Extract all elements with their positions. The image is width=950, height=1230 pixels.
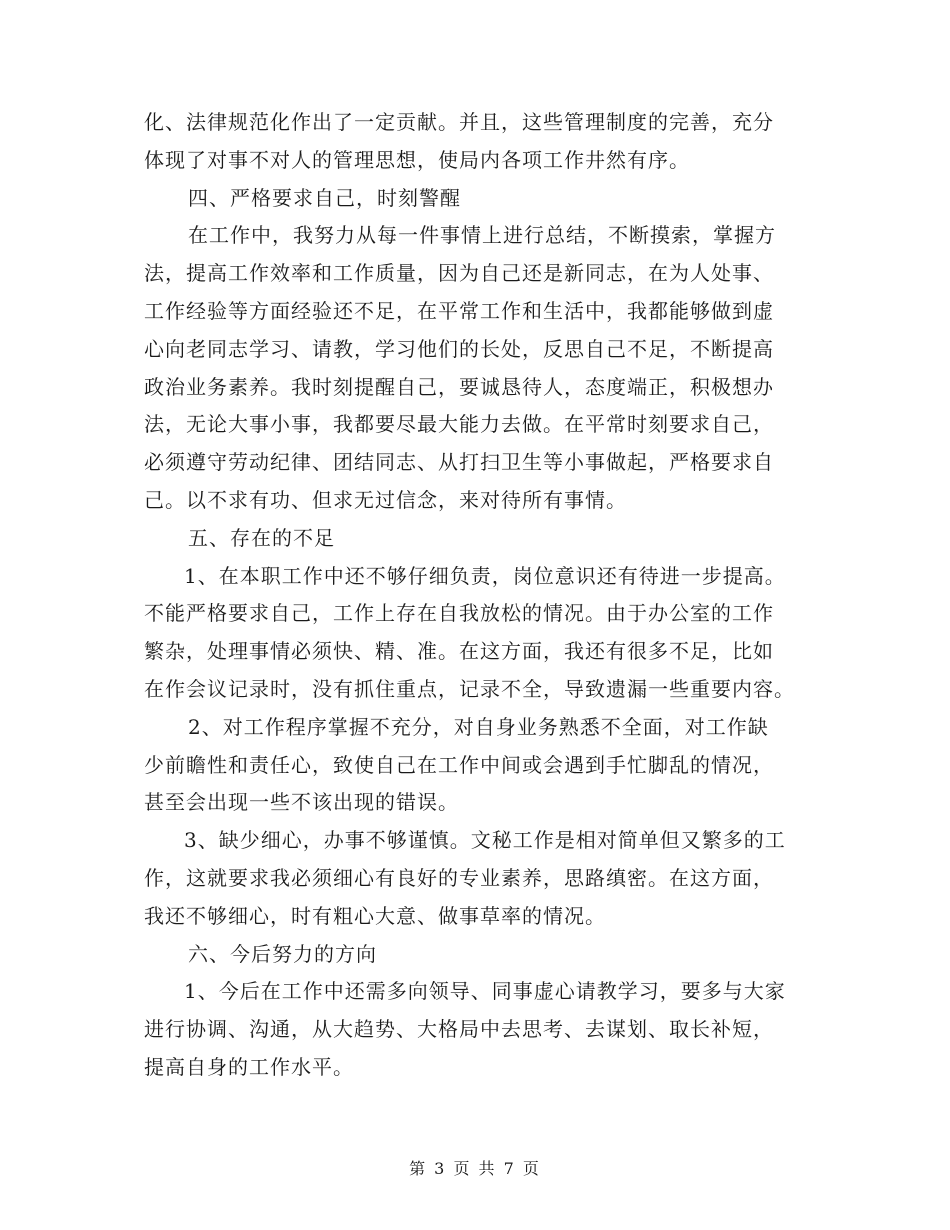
paragraph-line: 在工作中，我努力从每一件事情上进行总结，不断摸索，掌握方 xyxy=(188,223,776,248)
paragraph-line: 法，提高工作效率和工作质量，因为自己还是新同志，在为人处事、 xyxy=(144,261,774,286)
paragraph-line: 化、法律规范化作出了一定贡献。并且，这些管理制度的完善，充分 xyxy=(144,110,774,134)
paragraph-line: 不能严格要求自己，工作上存在自我放松的情况。由于办公室的工作 xyxy=(144,601,774,626)
document-body xyxy=(144,104,806,1087)
section-heading: 六、今后努力的方向 xyxy=(188,941,377,966)
paragraph-line: 在作会议记录时，没有抓住重点，记录不全，导致遗漏一些重要内容。 xyxy=(144,676,795,701)
paragraph-line: 3、缺少细心，办事不够谨慎。文秘工作是相对简单但又繁多的工 xyxy=(184,828,786,853)
page-number-footer: 第 3 页 共 7 页 xyxy=(409,1159,541,1178)
paragraph-line: 甚至会出现一些不该出现的错误。 xyxy=(144,790,459,815)
paragraph-line: 进行协调、沟通，从大趋势、大格局中去思考、去谋划、取长补短， xyxy=(144,1017,774,1042)
paragraph-line: 少前瞻性和责任心，致使自己在工作中间或会遇到手忙脚乱的情况， xyxy=(144,752,774,777)
paragraph-line: 工作经验等方面经验还不足，在平常工作和生活中，我都能够做到虚 xyxy=(144,298,774,323)
paragraph-line: 2、对工作程序掌握不充分，对自身业务熟悉不全面，对工作缺 xyxy=(188,714,769,739)
paragraph-line: 1、在本职工作中还不够仔细负责，岗位意识还有待进一步提高。 xyxy=(184,563,786,588)
paragraph-line: 心向老同志学习、请教，学习他们的长处，反思自己不足，不断提高 xyxy=(144,336,774,361)
section-heading: 四、严格要求自己，时刻警醒 xyxy=(188,185,461,210)
paragraph-line: 体现了对事不对人的管理思想，使局内各项工作井然有序。 xyxy=(144,147,690,172)
paragraph-line: 必须遵守劳动纪律、团结同志、从打扫卫生等小事做起，严格要求自 xyxy=(144,450,774,475)
paragraph-line: 提高自身的工作水平。 xyxy=(144,1054,354,1079)
paragraph-line: 政治业务素养。我时刻提醒自己，要诚恳待人，态度端正，积极想办 xyxy=(144,374,774,399)
paragraph-line: 作，这就要求我必须细心有良好的专业素养，思路缜密。在这方面， xyxy=(144,865,774,890)
paragraph-line: 己。以不求有功、但求无过信念，来对待所有事情。 xyxy=(144,487,627,512)
paragraph-line: 1、今后在工作中还需多向领导、同事虚心请教学习，要多与大家 xyxy=(184,979,786,1004)
paragraph-line: 繁杂，处理事情必须快、精、准。在这方面，我还有很多不足，比如 xyxy=(144,639,774,664)
paragraph-line: 我还不够细心，时有粗心大意、做事草率的情况。 xyxy=(144,903,606,928)
section-heading: 五、存在的不足 xyxy=(188,525,335,550)
paragraph-line: 法，无论大事小事，我都要尽最大能力去做。在平常时刻要求自己， xyxy=(144,412,774,437)
